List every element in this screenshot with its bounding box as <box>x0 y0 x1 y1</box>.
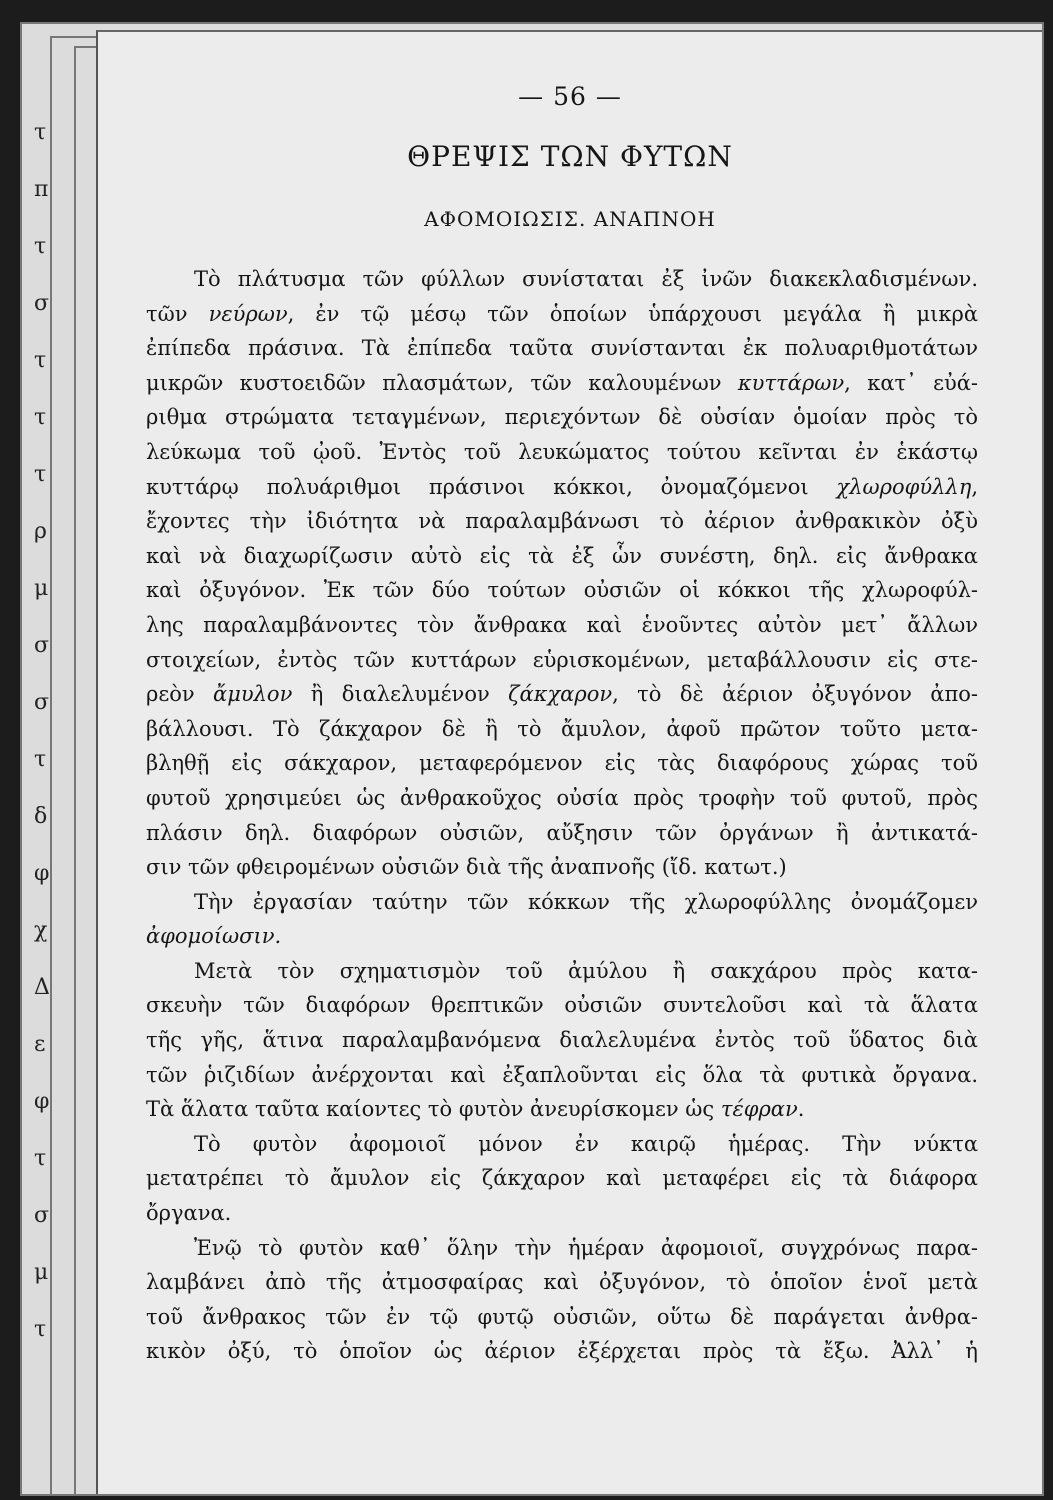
margin-fragment: π <box>34 177 49 202</box>
text-segment: ρεὸν <box>146 682 214 707</box>
page-subtitle: ΑΦΟΜΟΙΩΣΙΣ. ΑΝΑΠΝΟΗ <box>424 207 716 231</box>
text-segment: μικρῶν κυστοειδῶν πλασμάτων, τῶν καλουμένων <box>146 370 738 395</box>
text-segment: καὶ νὰ διαχωρίζωσιν αὐτὸ εἰς τὰ ἐξ ὧν συνέστη, δηλ. εἰς ἄνθρακα <box>146 543 978 568</box>
text-line <box>146 781 978 816</box>
italic-term: νεύρων <box>208 301 288 326</box>
margin-fragment: Δ <box>34 975 50 1000</box>
text-line <box>146 1023 978 1058</box>
text-segment: κυττάρῳ πολυάριθμοι πράσινοι κόκκοι, ὀνομαζόμενοι <box>146 474 837 499</box>
margin-fragment: σ <box>34 1203 50 1228</box>
text-line <box>146 850 978 885</box>
text-segment: Τὴν ἐργασίαν ταύτην τῶν κόκκων τῆς χλωροφύλλης ὀνομάζομεν <box>194 889 978 914</box>
text-segment: πλάσιν δηλ. διαφόρων οὐσιῶν, αὔξησιν τῶν ὀργάνων ἢ ἀντικατά- <box>146 820 978 845</box>
text-segment: ἢ διαλελυμένον <box>292 682 509 707</box>
margin-fragment: τ <box>34 747 47 772</box>
text-line <box>146 816 978 851</box>
body-text <box>146 262 978 1369</box>
text-segment: τῶν <box>146 301 209 326</box>
italic-term: ζάκχαρον <box>508 682 613 707</box>
text-segment: βληθῇ εἰς σάκχαρον, μεταφερόμενον εἰς τὰς διαφόρους χώρας τοῦ <box>146 751 978 776</box>
text-segment: φυτοῦ χρησιμεύει ὡς ἀνθρακοῦχος οὐσία πρὸς τροφὴν τοῦ φυτοῦ, πρὸς <box>146 785 978 810</box>
text-segment: , <box>971 474 978 499</box>
page-title: ΘΡΕΨΙΣ ΤΩΝ ΦΥΤΩΝ <box>407 140 733 173</box>
margin-fragment: ρ <box>34 519 47 544</box>
text-line <box>146 1127 978 1162</box>
margin-fragment: χ <box>34 918 48 943</box>
text-line <box>146 470 978 505</box>
text-line <box>146 1265 978 1300</box>
margin-fragment: τ <box>34 348 47 373</box>
text-line <box>146 331 978 366</box>
margin-fragment: μ <box>34 1260 49 1285</box>
text-segment: λαμβάνει ἀπὸ τῆς ἀτμοσφαίρας καὶ ὀξυγόνον, τὸ ὁποῖον ἑνοῖ μετὰ <box>146 1270 978 1295</box>
text-segment: ἔχοντες τὴν ἰδιότητα νὰ παραλαμβάνωσι τὸ ἀέριον ἀνθρακικὸν ὀξὺ <box>146 509 978 534</box>
text-segment: , τὸ δὲ ἀέριον ὀξυγόνον ἀπο- <box>612 682 978 707</box>
text-segment: Τὸ φυτὸν ἀφομοιοῖ μόνον ἐν καιρῷ ἡμέρας. Τὴν νύκτα <box>194 1131 978 1156</box>
text-line <box>146 677 978 712</box>
text-segment: στοιχείων, ἐντὸς τῶν κυττάρων εὑρισκομένων, μεταβάλλουσιν εἰς στε- <box>146 647 978 672</box>
text-segment: τῶν ῥιζιδίων ἀνέρχονται καὶ ἐξαπλοῦνται εἰς ὅλα τὰ φυτικὰ ὄργανα. <box>146 1062 978 1087</box>
margin-fragment: τ <box>34 1146 47 1171</box>
text-segment: , κατ᾽ εὐά- <box>844 370 978 395</box>
italic-term: ἄμυλον <box>213 682 293 707</box>
text-line <box>146 608 978 643</box>
margin-fragment: δ <box>34 804 48 829</box>
text-segment: Ἐνῷ τὸ φυτὸν καθ᾽ ὅλην τὴν ἡμέραν ἀφομοιοῖ, συγχρόνως παρα- <box>194 1235 978 1260</box>
italic-term: χλωροφύλλη <box>836 474 972 499</box>
italic-term: ἀφομοίωσιν. <box>146 924 282 949</box>
text-segment: σκευὴν τῶν διαφόρων θρεπτικῶν οὐσιῶν συντελοῦσι καὶ τὰ ἅλατα <box>146 993 978 1018</box>
text-segment: λης παραλαμβάνοντες τὸν ἄνθρακα καὶ ἑνοῦντες αὐτὸν μετ᾽ ἄλλων <box>146 612 978 637</box>
text-segment: καὶ ὀξυγόνον. Ἐκ τῶν δύο τούτων οὐσιῶν οἱ κόκκοι τῆς χλωροφύλ- <box>146 578 978 603</box>
text-segment: Μετὰ τὸν σχηματισμὸν τοῦ ἀμύλου ἢ σακχάρου πρὸς κατα- <box>194 958 978 983</box>
text-line <box>146 988 978 1023</box>
text-segment: . <box>797 1097 805 1122</box>
text-line <box>146 400 978 435</box>
text-segment: βάλλουσι. Τὸ ζάκχαρον δὲ ἢ τὸ ἄμυλον, ἀφοῦ πρῶτον τοῦτο μετα- <box>146 716 978 741</box>
text-line <box>146 885 978 920</box>
margin-fragment: σ <box>34 690 50 715</box>
text-segment: Τὰ ἅλατα ταῦτα καίοντες τὸ φυτὸν ἀνευρίσκομεν ὡς <box>146 1097 721 1122</box>
text-line <box>146 1334 978 1369</box>
text-line <box>146 504 978 539</box>
text-segment: τοῦ ἄνθρακος τῶν ἐν τῷ φυτῷ οὐσιῶν, οὕτω δὲ παράγεται ἀνθρα- <box>146 1304 978 1329</box>
page-number: — 56 — <box>518 82 622 111</box>
text-segment: ριθμα στρώματα τεταγμένων, περιεχόντων δὲ οὐσίαν ὁμοίαν πρὸς τὸ <box>146 405 978 430</box>
text-line <box>146 1058 978 1093</box>
margin-fragment: τ <box>34 462 47 487</box>
text-segment: λεύκωμα τοῦ ᾠοῦ. Ἐντὸς τοῦ λευκώματος τούτου κεῖνται ἐν ἑκάστῳ <box>146 439 978 464</box>
italic-term: κυττάρων <box>737 370 845 395</box>
margin-fragment: σ <box>34 633 50 658</box>
margin-fragment: τ <box>34 234 47 259</box>
margin-fragment: φ <box>34 1089 50 1114</box>
text-line <box>146 643 978 678</box>
text-line <box>146 1092 978 1127</box>
text-line <box>146 746 978 781</box>
margin-fragment: τ <box>34 120 47 145</box>
book-page <box>96 30 1042 1494</box>
text-line <box>146 1231 978 1266</box>
text-segment: σιν τῶν φθειρομένων οὐσιῶν διὰ τῆς ἀναπνοῆς (ἴδ. κατωτ.) <box>146 855 787 880</box>
left-margin-fragments <box>28 120 72 1380</box>
text-line <box>146 712 978 747</box>
margin-fragment: τ <box>34 1317 47 1342</box>
text-segment: ἐπίπεδα πράσινα. Τὰ ἐπίπεδα ταῦτα συνίστανται ἐκ πολυαριθμοτάτων <box>146 336 978 361</box>
text-line <box>146 435 978 470</box>
margin-fragment: φ <box>34 861 50 886</box>
text-line <box>146 262 978 297</box>
margin-fragment: μ <box>34 576 49 601</box>
text-segment: ὄργανα. <box>146 1201 232 1226</box>
text-line <box>146 954 978 989</box>
margin-fragment: τ <box>34 405 47 430</box>
text-line <box>146 573 978 608</box>
text-segment: μετατρέπει τὸ ἄμυλον εἰς ζάκχαρον καὶ μεταφέρει εἰς τὰ διάφορα <box>146 1166 978 1191</box>
text-line <box>146 539 978 574</box>
text-line <box>146 919 978 954</box>
text-line <box>146 297 978 332</box>
text-segment: Τὸ πλάτυσμα τῶν φύλλων συνίσταται ἐξ ἰνῶν διακεκλαδισμένων. <box>194 267 978 291</box>
italic-term: τέφραν <box>720 1097 798 1122</box>
margin-fragment: σ <box>34 291 50 316</box>
text-line <box>146 366 978 401</box>
text-line <box>146 1300 978 1335</box>
text-line <box>146 1161 978 1196</box>
margin-fragment: ε <box>34 1032 46 1057</box>
text-segment: κικὸν ὀξύ, τὸ ὁποῖον ὡς ἀέριον ἐξέρχεται πρὸς τὰ ἔξω. Ἀλλ᾽ ἡ <box>146 1339 978 1364</box>
text-segment: τῆς γῆς, ἅτινα παραλαμβανόμενα διαλελυμένα ἐντὸς τοῦ ὕδατος διὰ <box>146 1028 978 1053</box>
text-segment: , ἐν τῷ μέσῳ τῶν ὁποίων ὑπάρχουσι μεγάλα ἢ μικρὰ <box>287 301 978 326</box>
text-line <box>146 1196 978 1231</box>
